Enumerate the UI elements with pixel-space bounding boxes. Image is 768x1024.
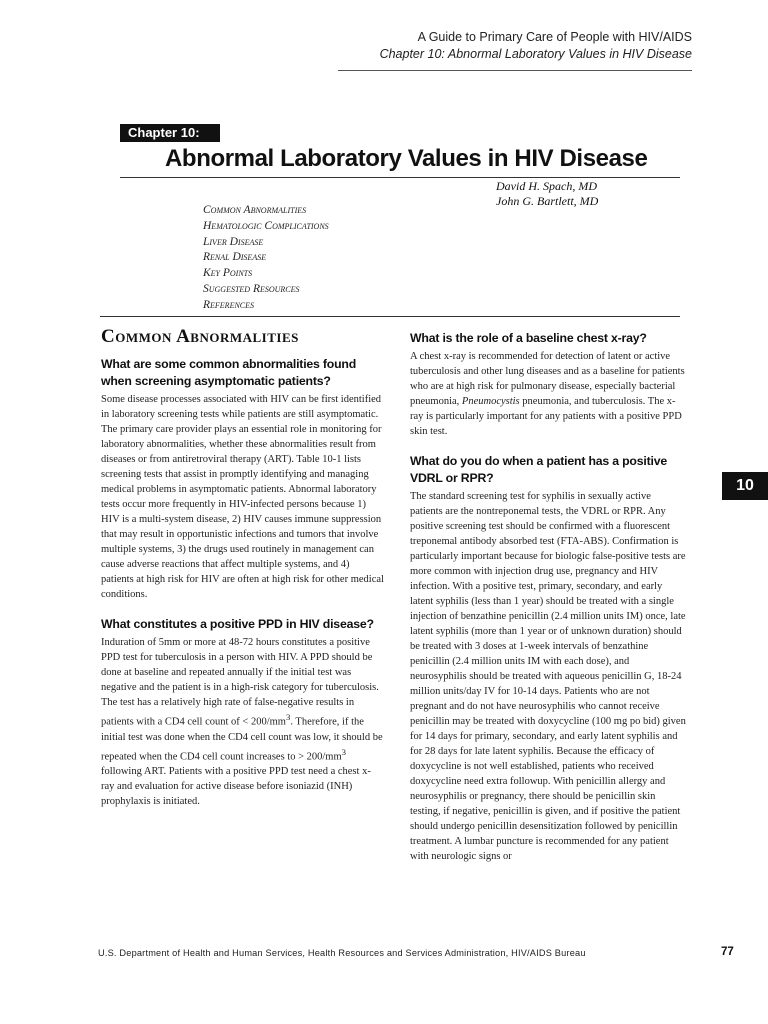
- toc-item[interactable]: Liver Disease: [203, 235, 264, 248]
- toc-item[interactable]: Suggested Resources: [203, 282, 300, 295]
- toc-item[interactable]: Renal Disease: [203, 251, 267, 264]
- toc-item[interactable]: Hematologic Complications: [203, 219, 329, 232]
- answer-text: pneumonia, and tuberculosis. The x-ray is particularly important for any patients with a positive PPD skin test.: [410, 396, 682, 437]
- answer-paragraph: [410, 349, 686, 439]
- question-heading: What is the role of a baseline chest x-ray?: [410, 331, 647, 345]
- answer-paragraph: [101, 635, 384, 809]
- author: David H. Spach, MD: [496, 179, 597, 193]
- question-heading: What constitutes a positive PPD in HIV disease?: [101, 617, 374, 631]
- author: John G. Bartlett, MD: [496, 193, 599, 208]
- toc-item[interactable]: References: [203, 298, 255, 311]
- answer-text: A chest x-ray is recommended for detection of latent or active tuberculosis and other lung diseases and as a baseline for patients who are at high risk for pulmonary disease, especially bacterial pneumonia,: [410, 351, 685, 407]
- right-column: [410, 326, 686, 878]
- answer-text: . Therefore, if the initial test was done when the CD4 cell count was low, it should be repeated when the CD4 cell count increases to > 200/mm: [101, 716, 383, 762]
- section-title: Common Abnormalities: [101, 326, 299, 347]
- answer-paragraph: The standard screening test for syphilis in sexually active patients are the nontreponemal tests, the VDRL or RPR. Any positive screening test should be confirmed with a fluorescent treponemal antibody absorbed test (FTA-ABS). Confirmation is particularly important because for biologic false-positive tests are more common with injection drug use, pregnancy and HIV infection. With a positive test, primary, secondary, and early latent syphilis (less than 1 year) should be treated with a single injection of benzathine penicillin (2.4 million units IM) once, late latent syphilis (more than 1 year or of unknown duration) should be treated with 3 doses at 1-week intervals of benzathine penicillin (2.4 million units IM with each dose), and neurosyphilis should be treated with aqueous penicillin G, 18-24 million units/day IV for 10-14 days. Patients who are not pregnant and do not have neurosyphilis who cannot receive penicillin may be treated with doxycycline (100 mg po bid) given for 14 days for primary, secondary, and early latent syphilis and for 28 days for late latent syphilis. Because the efficacy of doxycycline is not well established, patients who received doxycycline need extra followup. With penicillin allergy and neurosyphilis or pregnancy, there should be penicillin skin testing, if negative, penicillin is given, and if positive the patient should undergo penicillin desensitization followed by penicillin treatment. A lumbar puncture is recommended for any patient with neurologic signs or: [410, 491, 686, 862]
- toc-item[interactable]: Key Points: [203, 267, 253, 280]
- superscript: 3: [341, 746, 347, 757]
- question-heading: What are some common abnormalities found when screening asymptomatic patients?: [101, 357, 357, 388]
- chapter-contents: [203, 203, 329, 314]
- running-head: [380, 29, 692, 63]
- question-heading: What do you do when a patient has a positive VDRL or RPR?: [410, 454, 667, 485]
- chapter-running-title: Chapter 10: Abnormal Laboratory Values in HIV Disease: [379, 47, 692, 61]
- footer-text: U.S. Department of Health and Human Services, Health Resources and Services Administration, HIV/AIDS Bureau: [98, 948, 586, 958]
- answer-paragraph: Some disease processes associated with HIV can be first identified in laboratory screening tests while patients are still asymptomatic. The primary care provider plays an essential role in monitoring for laboratory abnormalities, whether these abnormalities result from diseases or from antiretroviral therapy (ART). Table 10-1 lists screening tests that assist in promptly identifying and managing medical problems in asymptomatic patients. Abnormal laboratory tests occur more frequently in HIV-infected persons because 1) HIV is a multi-system disease, 2) HIV causes immune suppression that may result in opportunistic infections and tumors that involve multiple systems, 3) the drugs used routinely in management can cause adverse reactions that affect multiple systems, and 4) patients at high risk for HIV are often at high risk for other medical conditions.: [101, 394, 384, 600]
- italic-term: Pneumocystis: [461, 396, 520, 407]
- title-divider: [120, 177, 680, 178]
- toc-item[interactable]: Common Abnormalities: [203, 204, 307, 216]
- authors: [496, 179, 598, 208]
- chapter-label: Chapter 10:: [120, 124, 220, 142]
- answer-text: Induration of 5mm or more at 48-72 hours constitutes a positive PPD test for tuberculosis in a person with HIV. A PPD should be done at baseline and repeated annually if the initial test was negative and the patient is in a high-risk category for tuberculosis. The test has a relatively high rate of false-negative results in patients with a CD4 cell count of < 200/mm: [101, 637, 379, 728]
- contents-divider: [100, 316, 680, 317]
- header-divider: [338, 70, 692, 71]
- chapter-tab: 10: [722, 472, 768, 500]
- superscript: 3: [285, 712, 291, 722]
- page-number: 77: [721, 946, 734, 958]
- answer-text: following ART. Patients with a positive PPD test need a chest x-ray and evaluation for active disease before isoniazid (INH) prophylaxis is initiated.: [101, 766, 371, 807]
- left-column: [101, 326, 384, 823]
- chapter-title: Abnormal Laboratory Values in HIV Disease: [165, 145, 648, 172]
- guide-title: A Guide to Primary Care of People with HIV/AIDS: [417, 30, 692, 44]
